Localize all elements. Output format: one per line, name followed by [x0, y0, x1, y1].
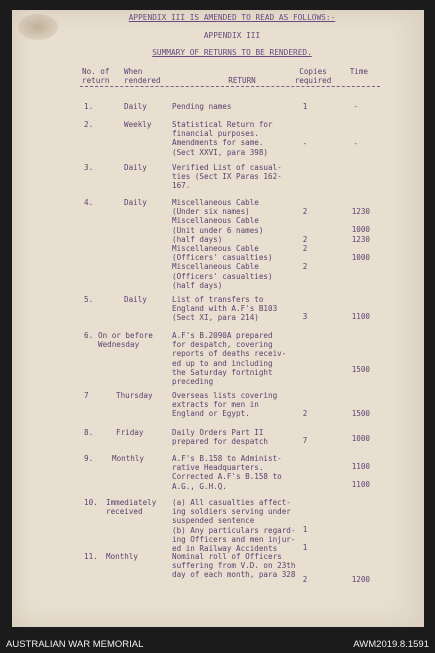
row-copies: - [302, 139, 308, 148]
ink-stain [18, 14, 58, 40]
row-return: Miscellaneous Cable (Under six names) Miscellaneous Cable (Unit under 6 names) (half days) Miscellaneous Cable (Officers' casualties) Miscellaneous Cable (Officers' casualties) (half days) [172, 198, 273, 290]
row-return: Daily Orders Part II prepared for despatch [172, 428, 269, 447]
row-number: 8. [84, 428, 94, 437]
row-number: 2. [84, 120, 94, 129]
row-return: List of transfers to England with A.F's B103 (Sect XI, para 214) [172, 295, 278, 323]
row-time: 1230 1000 1230 1000 [351, 207, 370, 263]
row-when: Daily [124, 163, 147, 172]
row-when: Weekly [124, 120, 152, 129]
row-number: 5. [84, 295, 94, 304]
row-number: 3. [84, 163, 94, 172]
col-header-when: When rendered [124, 67, 161, 86]
row-copies: 2 2 2 2 [302, 207, 308, 272]
row-when: Monthly [106, 552, 139, 561]
col-header-return: RETURN [228, 76, 256, 85]
row-when: Friday [116, 428, 144, 437]
row-time: 1100 [351, 312, 370, 321]
row-return: Nominal roll of Officers suffering from V.D. on 23th day of each month, para 328 [172, 552, 296, 580]
row-copies: 2 [302, 409, 308, 418]
row-return: Statistical Return for financial purposes. Amendments for same. (Sect XXVI, para 398) [172, 120, 273, 157]
col-header-no: No. of return [82, 67, 110, 86]
row-copies: 3 [302, 312, 308, 321]
row-copies: 2 [302, 575, 308, 584]
row-time: - [353, 102, 358, 111]
col-header-copies: Copies required [294, 67, 332, 86]
row-number: 10. [84, 498, 98, 507]
row-when: Thursday [116, 391, 153, 400]
row-number: 7 [84, 391, 89, 400]
col-header-time: Time [349, 67, 368, 76]
row-when: Daily [124, 198, 147, 207]
row-copies: 7 [302, 436, 308, 445]
row-when: On or before Wednesday [98, 331, 153, 350]
row-return: A.F's B.2090A prepared for despatch, covering reports of deaths receiv- ed up to and including the Saturday fortnight preceding [172, 331, 287, 387]
row-return: (a) All casualties affect- ing soldiers serving under suspended sentence (b) Any particulars regard- ing Officers and men injur- ed in Railway Accidents [172, 498, 296, 554]
row-number: 9. [84, 454, 94, 463]
row-return: Pending names [172, 102, 232, 111]
document-page [12, 10, 424, 627]
footer-bar [0, 627, 435, 653]
row-when: Daily [124, 295, 147, 304]
row-when: Daily [124, 102, 147, 111]
summary-title: SUMMARY OF RETURNS TO BE RENDERED. [152, 48, 312, 57]
row-time: 1500 [351, 365, 370, 374]
amend-heading: APPENDIX III IS AMENDED TO READ AS FOLLOWS:- [128, 13, 336, 22]
header-divider [80, 86, 380, 87]
footer-accession-number: AWM2019.8.1591 [353, 639, 429, 650]
row-time: 1500 [351, 409, 370, 418]
row-number: 6. [84, 331, 94, 340]
row-number: 11. [84, 552, 98, 561]
row-number: 4. [84, 198, 94, 207]
appendix-title: APPENDIX III [203, 31, 261, 40]
row-time: 1200 [351, 575, 370, 584]
row-return: Verified List of casual- ties (Sect IX Paras 162- 167. [172, 163, 282, 191]
row-time: 1000 [351, 434, 370, 443]
footer-institution: AUSTRALIAN WAR MEMORIAL [6, 639, 144, 650]
row-number: 1. [84, 102, 94, 111]
row-return: A.F's B.158 to Administ- rative Headquarters. Corrected A.F's B.158 to A.G., G.H.Q. [172, 454, 282, 491]
row-time: 1100 1100 [351, 462, 370, 490]
row-copies: 1 1 [302, 525, 308, 553]
row-return: Overseas lists covering extracts for men in England or Egypt. [172, 391, 278, 419]
row-when: Immediately received [106, 498, 157, 517]
row-when: Monthly [112, 454, 145, 463]
row-time: - [353, 139, 358, 148]
row-copies: 1 [302, 102, 308, 111]
